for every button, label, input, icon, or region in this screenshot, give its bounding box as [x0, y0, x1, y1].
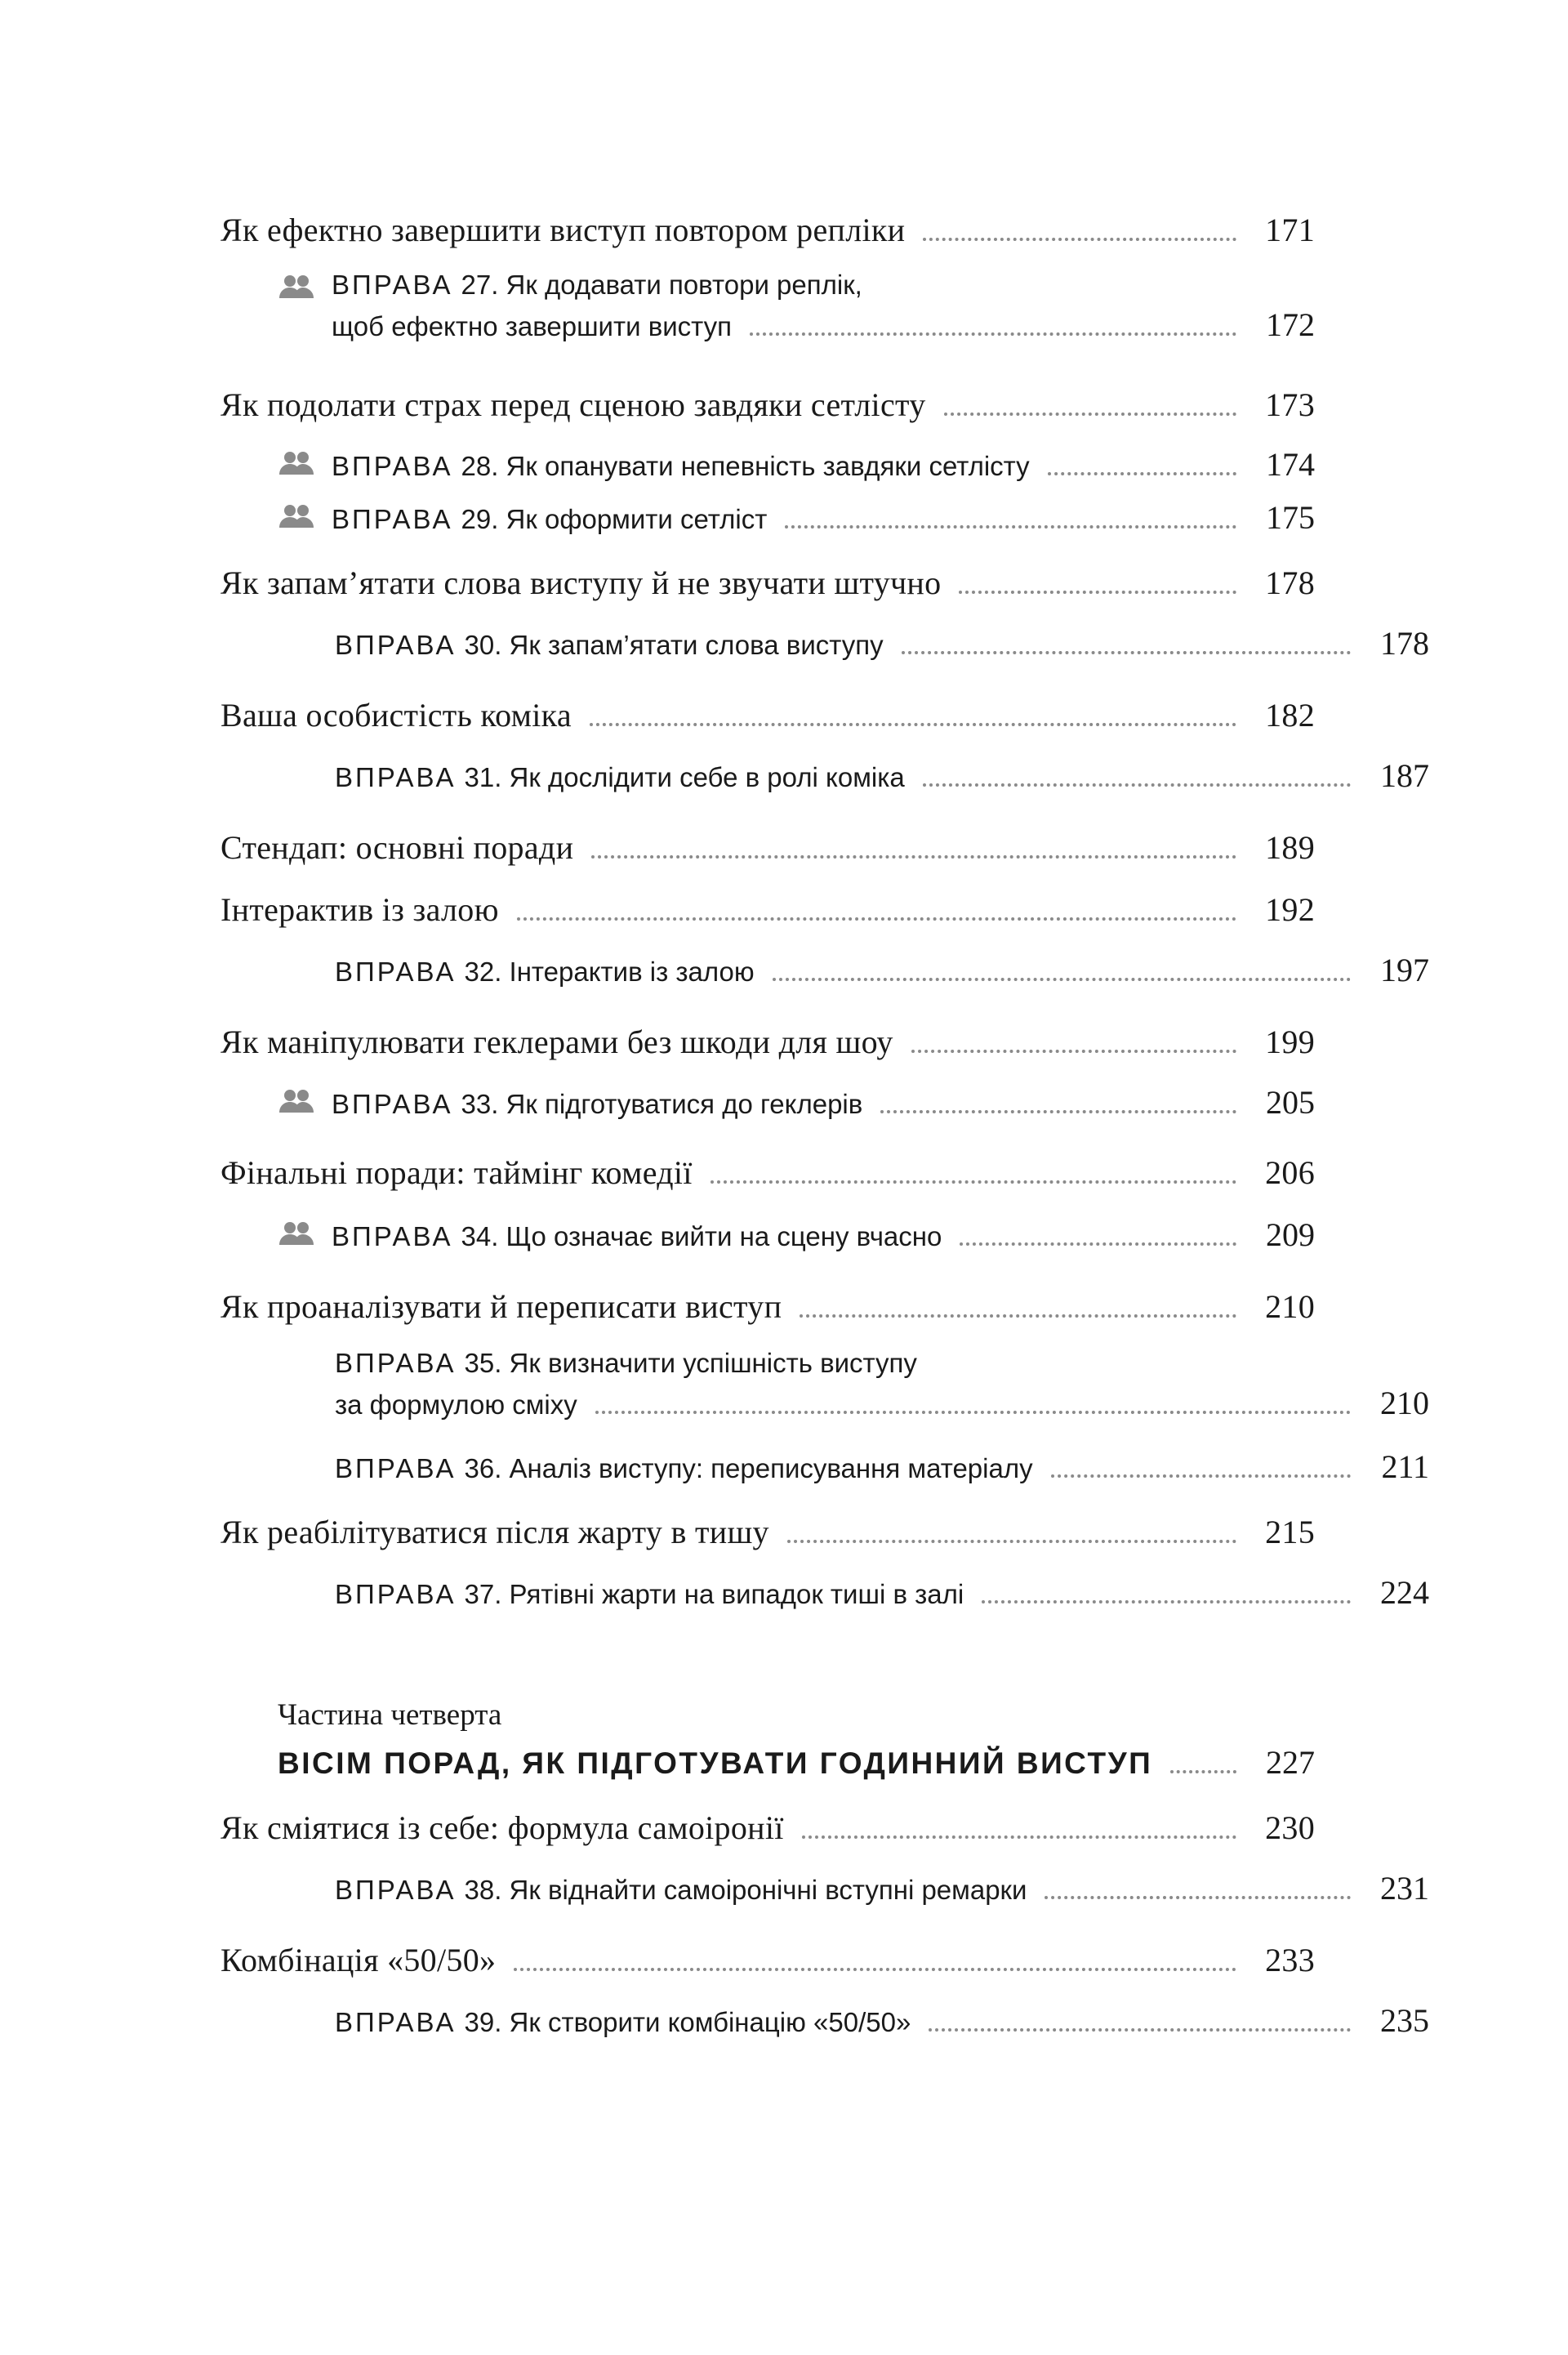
exercise-title: ВПРАВА 32. Інтерактив із залою: [335, 957, 755, 987]
toc-exercise: [220, 624, 1429, 662]
dot-leader: [1048, 472, 1236, 475]
toc-chapter: [220, 828, 1315, 867]
dot-leader: [1170, 1770, 1236, 1773]
chapter-title: Як маніпулювати геклерами без шкоди для шоу: [220, 1024, 893, 1060]
exercise-title: ВПРАВА 34. Що означає вийти на сцену вчасно: [332, 1221, 942, 1251]
toc-part: [278, 1743, 1315, 1782]
toc-chapter: [220, 1941, 1315, 1979]
page-number: 224: [1380, 1574, 1429, 1611]
toc-exercise: [220, 1348, 1429, 1422]
page-number: 178: [1265, 564, 1315, 601]
exercise-title: ВПРАВА 36. Аналіз виступу: переписування матеріалу: [335, 1453, 1033, 1483]
exercise-keyword: ВПРАВА: [332, 451, 453, 481]
page-number: 199: [1265, 1024, 1315, 1060]
page-number: 227: [1266, 1744, 1315, 1781]
dot-leader: [514, 1968, 1236, 1971]
page-number: 178: [1380, 625, 1429, 662]
exercise-keyword: ВПРАВА: [335, 1348, 457, 1378]
dot-leader: [787, 1540, 1236, 1543]
page-number: 231: [1380, 1870, 1429, 1907]
toc-chapter: [220, 1153, 1315, 1192]
dot-leader: [595, 1411, 1351, 1414]
toc-exercise: [220, 1215, 1315, 1254]
dot-leader: [911, 1050, 1236, 1053]
page-number: 210: [1265, 1288, 1315, 1325]
toc-chapter: [220, 1023, 1315, 1061]
dot-leader: [1045, 1896, 1351, 1899]
toc-exercise: [220, 1573, 1429, 1612]
toc-chapter: [220, 1809, 1315, 1847]
toc-exercise: [220, 498, 1315, 537]
dot-leader: [944, 413, 1236, 416]
page-number: 172: [1266, 306, 1315, 343]
exercise-keyword: ВПРАВА: [335, 957, 457, 987]
page-number: 182: [1265, 697, 1315, 734]
dot-leader: [959, 591, 1236, 594]
toc-exercise: [220, 1869, 1429, 1907]
exercise-keyword: ВПРАВА: [332, 270, 453, 300]
page-number: 174: [1266, 446, 1315, 483]
page-number: 233: [1265, 1942, 1315, 1978]
page-number: 187: [1380, 757, 1429, 794]
exercise-title-line2: за формулою сміху: [335, 1389, 577, 1420]
page-number: 192: [1265, 891, 1315, 928]
dot-leader: [590, 723, 1236, 726]
page-number: 171: [1265, 212, 1315, 248]
page-number: 210: [1380, 1385, 1429, 1421]
exercise-keyword: ВПРАВА: [332, 504, 453, 534]
people-icon: [278, 451, 332, 475]
exercise-keyword: ВПРАВА: [332, 1089, 453, 1119]
page-number: 209: [1266, 1216, 1315, 1253]
toc-chapter: [220, 696, 1315, 734]
people-icon: [278, 1221, 332, 1246]
chapter-title: Інтерактив із залою: [220, 891, 499, 928]
exercise-title-line1: ВПРАВА 35. Як визначити успішність виступу: [335, 1348, 917, 1378]
exercise-title: ВПРАВА 31. Як дослідити себе в ролі коміка: [335, 762, 905, 792]
dot-leader: [800, 1314, 1236, 1318]
chapter-title: Як сміятися із себе: формула самоіронії: [220, 1809, 784, 1846]
exercise-keyword: ВПРАВА: [335, 762, 457, 792]
dot-leader: [802, 1835, 1236, 1839]
dot-leader: [750, 332, 1236, 336]
chapter-title: Як запам’ятати слова виступу й не звучати штучно: [220, 564, 942, 601]
dot-leader: [710, 1180, 1236, 1184]
chapter-title: Стендап: основні поради: [220, 829, 574, 866]
chapter-title: Як проаналізувати й переписати виступ: [220, 1288, 782, 1325]
dot-leader: [923, 783, 1351, 787]
people-icon: [278, 1089, 332, 1113]
exercise-title: ВПРАВА 30. Як запам’ятати слова виступу: [335, 630, 884, 660]
exercise-keyword: ВПРАВА: [335, 1579, 457, 1609]
part-label: Частина четверта: [278, 1698, 502, 1732]
exercise-keyword: ВПРАВА: [335, 2007, 457, 2037]
exercise-keyword: ВПРАВА: [335, 1453, 457, 1483]
dot-leader: [880, 1110, 1236, 1113]
chapter-title: Ваша особистість коміка: [220, 697, 572, 734]
chapter-title: Як подолати страх перед сценою завдяки сетлісту: [220, 386, 926, 423]
toc-exercise: [220, 1447, 1429, 1486]
page-number: 173: [1265, 386, 1315, 423]
toc-part-label-row: [278, 1697, 1315, 1733]
dot-leader: [929, 2028, 1351, 2032]
exercise-title: ВПРАВА 28. Як опанувати непевність завдяки сетлісту: [332, 451, 1030, 481]
people-icon: [278, 270, 332, 299]
page-number: 175: [1266, 499, 1315, 536]
dot-leader: [1051, 1474, 1351, 1478]
toc-chapter: [220, 211, 1315, 249]
toc-exercise: [220, 951, 1429, 989]
page-number: 215: [1265, 1514, 1315, 1550]
exercise-line2: [332, 306, 1315, 344]
exercise-title: ВПРАВА 29. Як оформити сетліст: [332, 504, 768, 534]
exercise-title: ВПРАВА 39. Як створити комбінацію «50/50»: [335, 2007, 911, 2037]
dot-leader: [591, 855, 1236, 859]
toc-exercise: [220, 756, 1429, 795]
dot-leader: [923, 238, 1236, 241]
exercise-line2: [335, 1384, 1429, 1422]
dot-leader: [902, 651, 1351, 654]
exercise-title-line2: щоб ефектно завершити виступ: [332, 311, 733, 341]
toc-exercise: [220, 2001, 1429, 2040]
exercise-title: ВПРАВА 38. Як віднайти самоіронічні вступні ремарки: [335, 1875, 1027, 1905]
toc-exercise: [220, 1083, 1315, 1122]
dot-leader: [982, 1600, 1351, 1603]
page-number: 205: [1266, 1084, 1315, 1121]
page-number: 206: [1265, 1154, 1315, 1191]
part-title: ВІСІМ ПОРАД, ЯК ПІДГОТУВАТИ ГОДИННИЙ ВИСТУП: [278, 1746, 1153, 1780]
toc-chapter: [220, 890, 1315, 929]
exercise-keyword: ВПРАВА: [335, 1875, 457, 1905]
dot-leader: [960, 1242, 1236, 1246]
exercise-keyword: ВПРАВА: [332, 1221, 453, 1251]
chapter-title: Фінальні поради: таймінг комедії: [220, 1154, 693, 1191]
exercise-title: ВПРАВА 33. Як підготуватися до геклерів: [332, 1089, 863, 1119]
exercise-title-line1: ВПРАВА 27. Як додавати повтори реплік,: [332, 270, 862, 300]
exercise-title: ВПРАВА 37. Рятівні жарти на випадок тиші в залі: [335, 1579, 964, 1609]
page-number: 197: [1380, 952, 1429, 988]
toc-chapter: [220, 1287, 1315, 1326]
toc-exercise: [220, 270, 1315, 344]
page-number: 235: [1380, 2002, 1429, 2039]
chapter-title: Комбінація «50/50»: [220, 1942, 497, 1978]
toc-exercise: [220, 445, 1315, 484]
chapter-title: Як ефектно завершити виступ повтором репліки: [220, 212, 906, 248]
chapter-title: Як реабілітуватися після жарту в тишу: [220, 1514, 769, 1550]
page-number: 230: [1265, 1809, 1315, 1846]
exercise-keyword: ВПРАВА: [335, 630, 457, 660]
exercise-text: [332, 270, 1315, 344]
page-number: 189: [1265, 829, 1315, 866]
dot-leader: [517, 917, 1236, 921]
dot-leader: [785, 525, 1236, 529]
toc-chapter: [220, 1513, 1315, 1551]
people-icon: [278, 504, 332, 529]
toc-chapter: [220, 564, 1315, 602]
dot-leader: [773, 978, 1351, 981]
toc-chapter: [220, 386, 1315, 424]
page-number: 211: [1381, 1448, 1429, 1485]
